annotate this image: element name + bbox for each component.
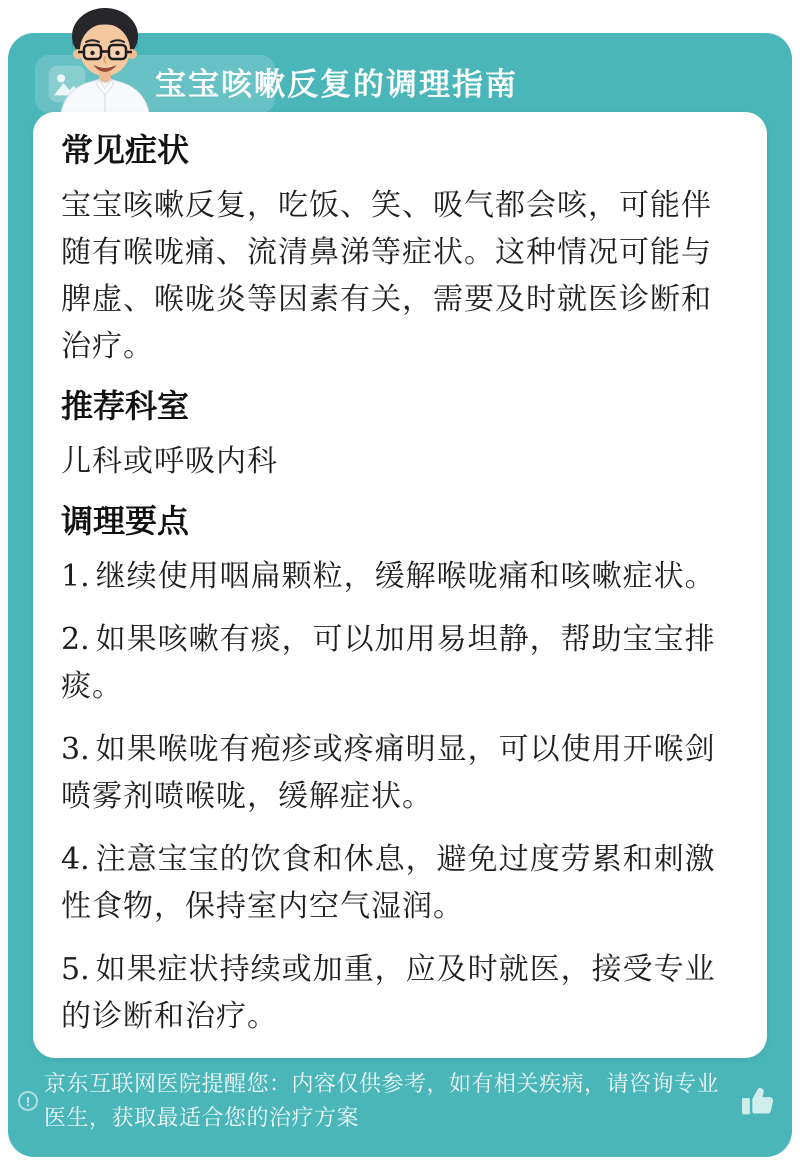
disclaimer-text: 京东互联网医院提醒您：内容仅供参考，如有相关疾病，请咨询专业医生，获取最适合您的治疗方案 [44, 1071, 720, 1130]
care-point-text: 继续使用咽扁颗粒，缓解喉咙痛和咳嗽症状。 [95, 560, 716, 593]
care-point-number: 1. [61, 559, 90, 594]
info-icon: ! [18, 1091, 38, 1111]
care-point-item [61, 726, 739, 820]
section-heading-care-points: 调理要点 [61, 503, 190, 539]
section-heading-recommended-department: 推荐科室 [61, 388, 190, 424]
care-point-text: 如果喉咙有疱疹或疼痛明显，可以使用开喉剑喷雾剂喷喉咙，缓解症状。 [61, 733, 716, 813]
care-point-text: 注意宝宝的饮食和休息，避免过度劳累和刺激性食物，保持室内空气湿润。 [61, 843, 716, 923]
section-heading-common-symptoms: 常见症状 [61, 132, 190, 168]
disclaimer-bar [18, 1067, 782, 1135]
care-point-item [61, 616, 739, 710]
doctor-avatar [40, 2, 170, 120]
care-point-item [61, 836, 739, 930]
care-point-item [61, 553, 739, 600]
content-panel [33, 112, 767, 1058]
care-point-number: 5. [61, 952, 90, 987]
department-text: 儿科或呼吸内科 [61, 445, 278, 478]
care-point-text: 如果咳嗽有痰，可以加用易坦静，帮助宝宝排痰。 [61, 623, 716, 703]
thumbs-up-icon[interactable] [738, 1081, 780, 1121]
care-point-number: 2. [61, 622, 90, 657]
care-point-number: 3. [61, 732, 90, 767]
symptoms-paragraph: 宝宝咳嗽反复，吃饭、笑、吸气都会咳，可能伴随有喉咙痛、流清鼻涕等症状。这种情况可能与脾虚、喉咙炎等因素有关，需要及时就医诊断和治疗。 [61, 189, 712, 363]
care-point-item [61, 946, 739, 1040]
page-title: 宝宝咳嗽反复的调理指南 [155, 67, 518, 102]
care-point-text: 如果症状持续或加重，应及时就医，接受专业的诊断和治疗。 [61, 953, 716, 1033]
care-point-number: 4. [61, 842, 90, 877]
